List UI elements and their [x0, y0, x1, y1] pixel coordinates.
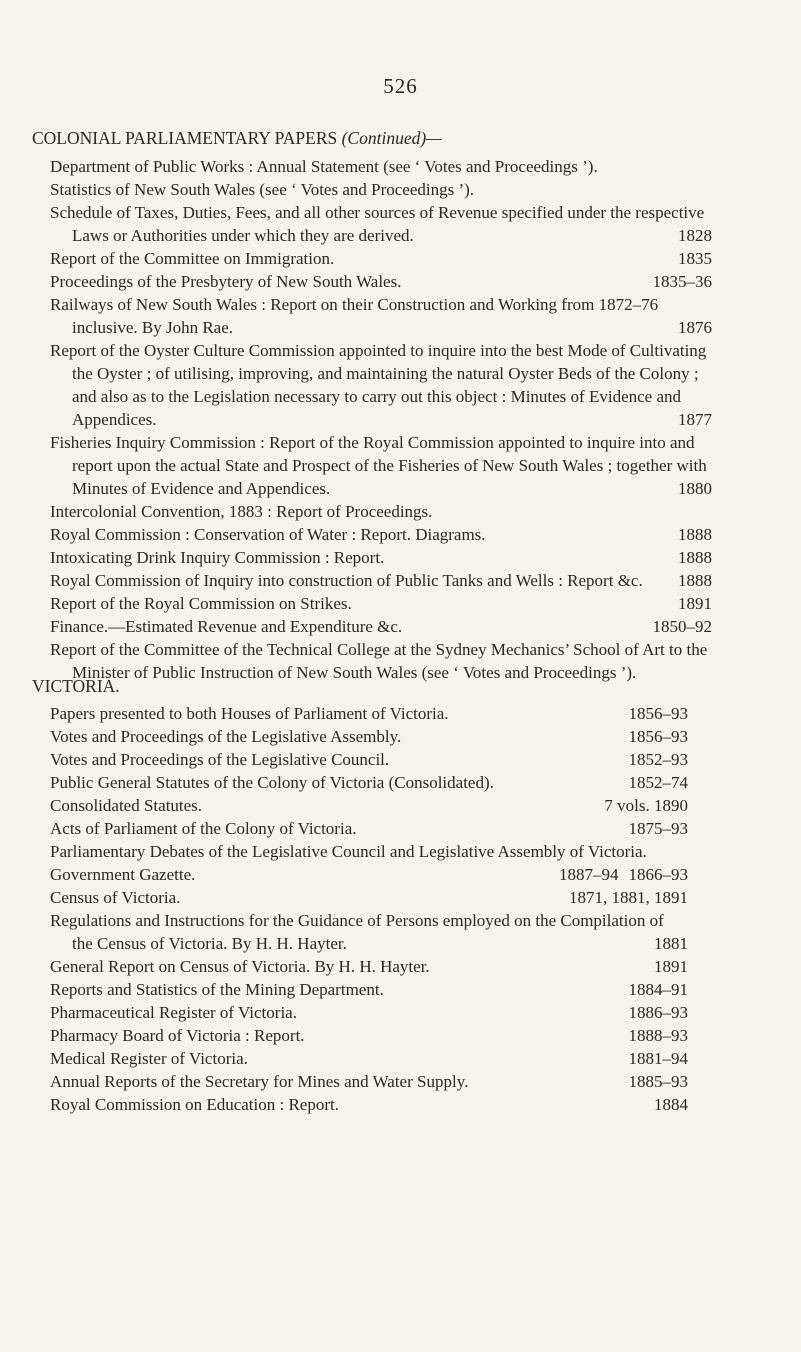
entry-item: [50, 1093, 688, 1116]
entry-text: Proceedings of the Presbytery of New South Wales.: [50, 272, 402, 291]
entry-text: Medical Register of Victoria.: [50, 1049, 248, 1068]
entry-text: Parliamentary Debates of the Legislative Council and Legislative Assembly of Victoria.: [50, 842, 647, 861]
entry-date: 1881: [654, 934, 688, 953]
entry-item: [50, 1024, 688, 1047]
entry-text: Public General Statutes of the Colony of Victoria (Consolidated).: [50, 773, 494, 792]
entry-date: 1888: [678, 548, 712, 567]
entry-text: Census of Victoria.: [50, 888, 181, 907]
entry-text: Report of the Committee on Immigration.: [50, 249, 335, 268]
entry-text: Report of the Committee of the Technical College at the Sydney Mechanics’ School of Art to the Minister of Public Instruction of New South Wales (see ‘ Votes and Proceedings ’).: [50, 640, 708, 682]
entry-text: General Report on Census of Victoria. By H. H. Hayter.: [50, 957, 430, 976]
entry-date: 1884–91: [628, 980, 688, 999]
entry-text: Government Gazette.: [50, 865, 196, 884]
entry-item: [50, 794, 688, 817]
entry-text: Intercolonial Convention, 1883 : Report of Proceedings.: [50, 502, 433, 521]
entry-item: [50, 771, 688, 794]
entry-date: 1877: [678, 410, 712, 429]
section-heading-continuation: (Continued)—: [341, 128, 442, 148]
entry-item: [50, 592, 712, 615]
entry-text: Report of the Royal Commission on Strikes.: [50, 594, 352, 613]
entry-date: 1835: [678, 249, 712, 268]
entry-item: [50, 431, 712, 500]
entry-date: 1856–93: [628, 727, 688, 746]
entry-item: [50, 270, 712, 293]
entry-date: 1891: [678, 594, 712, 613]
entry-item: [50, 1070, 688, 1093]
entry-text: Schedule of Taxes, Duties, Fees, and all other sources of Revenue specified under the respective Laws or Authorities under which they are derived.: [50, 203, 705, 245]
entry-item: [50, 523, 712, 546]
entry-date: 1876: [678, 318, 712, 337]
entry-text: Pharmacy Board of Victoria : Report.: [50, 1026, 305, 1045]
entry-date: 1885–93: [628, 1072, 688, 1091]
entry-text: Papers presented to both Houses of Parliament of Victoria.: [50, 704, 449, 723]
entry-date: 1835–36: [652, 272, 712, 291]
section-heading-title: VICTORIA.: [32, 676, 120, 696]
entry-item: [50, 978, 688, 1001]
entry-item: [50, 615, 712, 638]
entry-date: 1828: [678, 226, 712, 245]
entry-text: Annual Reports of the Secretary for Mines and Water Supply.: [50, 1072, 469, 1091]
entry-item: [50, 155, 712, 178]
entry-item: [50, 569, 712, 592]
section-heading-victoria: [32, 676, 120, 697]
entry-text: Statistics of New South Wales (see ‘ Votes and Proceedings ’).: [50, 180, 475, 199]
entry-text: Royal Commission : Conservation of Water : Report. Diagrams.: [50, 525, 486, 544]
entry-date: 1887–94: [559, 865, 619, 884]
entry-item: [50, 178, 712, 201]
entry-date: 1856–93: [628, 704, 688, 723]
entry-text: Votes and Proceedings of the Legislative Council.: [50, 750, 390, 769]
entry-text: Railways of New South Wales : Report on their Construction and Working from 1872–76 inclusive. By John Rae.: [50, 295, 659, 337]
entry-date: 1850–92: [652, 617, 712, 636]
entry-text: Consolidated Statutes.: [50, 796, 203, 815]
entry-text: Acts of Parliament of the Colony of Victoria.: [50, 819, 357, 838]
entry-date: 1888: [678, 571, 712, 590]
entry-date: 1891: [654, 957, 688, 976]
entry-date: 1881–94: [628, 1049, 688, 1068]
page-number: 526: [383, 74, 418, 98]
entry-text: Reports and Statistics of the Mining Department.: [50, 980, 384, 999]
entry-date: 1871, 1881, 1891: [569, 888, 688, 907]
entry-item: [50, 748, 688, 771]
section-heading-title: COLONIAL PARLIAMENTARY PAPERS: [32, 128, 338, 148]
entry-text: Royal Commission of Inquiry into construction of Public Tanks and Wells : Report &c.: [50, 571, 643, 590]
entry-item: [50, 500, 712, 523]
entry-date: 1852–93: [628, 750, 688, 769]
entry-date: 1884: [654, 1095, 688, 1114]
entry-text: Pharmaceutical Register of Victoria.: [50, 1003, 297, 1022]
entry-item: [50, 201, 712, 247]
entry-date: 1880: [678, 479, 712, 498]
entry-item: [50, 1047, 688, 1070]
entry-text: Votes and Proceedings of the Legislative Assembly.: [50, 727, 402, 746]
entry-item: [50, 638, 712, 684]
section-heading-colonial-papers: [32, 128, 442, 149]
entry-item: [50, 817, 688, 840]
entry-item: [50, 955, 688, 978]
entry-item: [50, 863, 688, 886]
entry-item: [50, 247, 712, 270]
entry-date: 1866–93: [628, 865, 688, 884]
entry-text: Report of the Oyster Culture Commission appointed to inquire into the best Mode of Cultivating the Oyster ; of utilising, improving, and maintaining the natural Oyster Beds of the Colony ; and also as to the Legislation necessary to carry out this object : Minutes of Evidence and Appendices.: [50, 341, 707, 429]
entry-text: Fisheries Inquiry Commission : Report of the Royal Commission appointed to inquire into and report upon the actual State and Prospect of the Fisheries of New South Wales ; together with Minutes of Evidence and Appendices.: [50, 433, 707, 498]
entry-date: 1888–93: [628, 1026, 688, 1045]
entry-date: 1888: [678, 525, 712, 544]
entry-item: [50, 1001, 688, 1024]
entry-item: [50, 293, 712, 339]
entry-text: Royal Commission on Education : Report.: [50, 1095, 339, 1114]
entry-text: Finance.—Estimated Revenue and Expenditure &c.: [50, 617, 403, 636]
entry-list-victoria: [50, 702, 688, 1116]
entry-item: [50, 702, 688, 725]
entry-date: 1852–74: [628, 773, 688, 792]
entry-date: 1875–93: [628, 819, 688, 838]
entry-item: [50, 886, 688, 909]
entry-list-new-south-wales: [50, 155, 712, 684]
entry-text: Regulations and Instructions for the Guidance of Persons employed on the Compilation of the Census of Victoria. By H. H. Hayter.: [50, 911, 664, 953]
entry-item: [50, 725, 688, 748]
entry-item: [50, 546, 712, 569]
entry-item: [50, 909, 688, 955]
entry-item: [50, 339, 712, 431]
entry-text: Intoxicating Drink Inquiry Commission : Report.: [50, 548, 385, 567]
entry-text: Department of Public Works : Annual Statement (see ‘ Votes and Proceedings ’).: [50, 157, 598, 176]
entry-date: 7 vols. 1890: [604, 796, 688, 815]
entry-date: 1886–93: [628, 1003, 688, 1022]
